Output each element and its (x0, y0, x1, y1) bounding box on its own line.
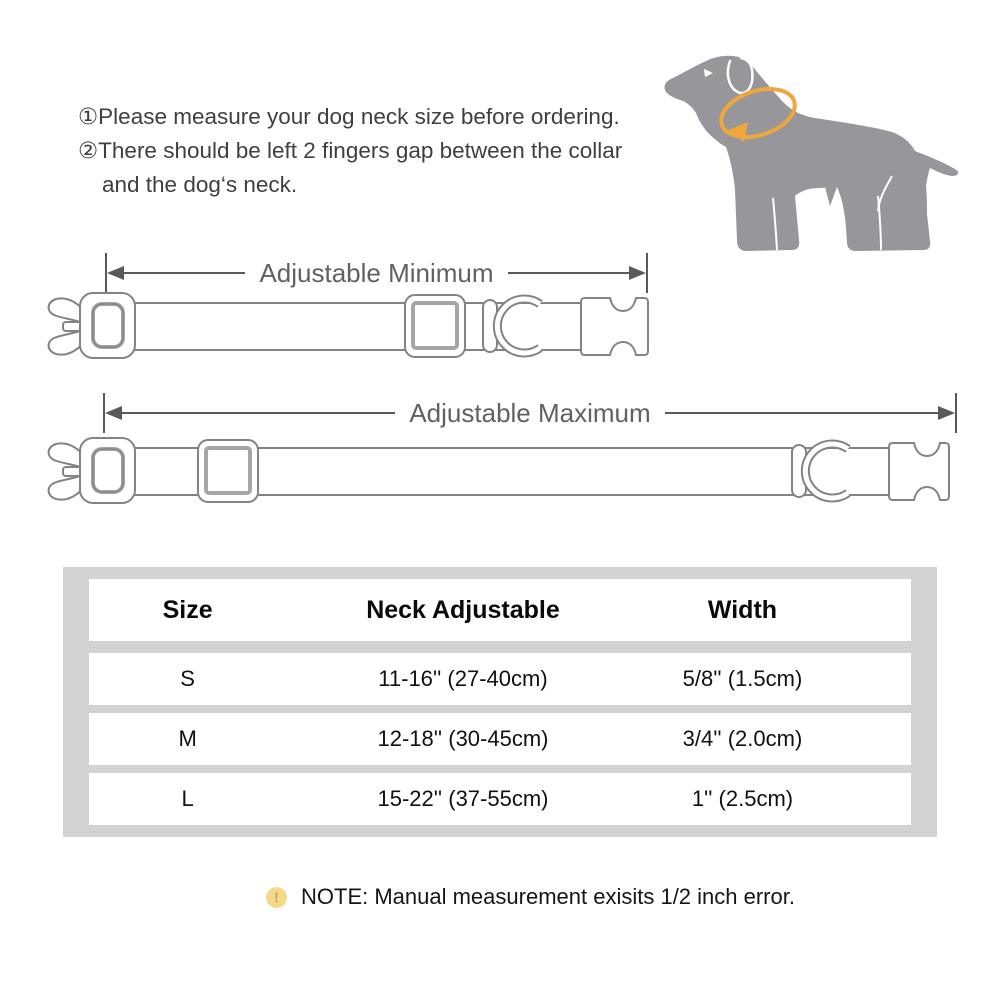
dog-belly-tuft (825, 187, 837, 206)
arrowhead-left-icon (105, 406, 122, 420)
cell-neck: 11-16'' (27-40cm) (378, 666, 548, 691)
cell-width: 1'' (2.5cm) (691, 786, 794, 811)
cell-size: M (178, 726, 197, 751)
header-neck-adjustable: Neck Adjustable (366, 595, 560, 624)
dimension-tick-right (955, 393, 957, 433)
cell-neck: 15-22'' (37-55cm) (377, 786, 549, 811)
measuring-instructions (78, 100, 718, 201)
note-text: NOTE: Manual measurement exisits 1/2 inch error. (301, 884, 795, 909)
triglide-slider-inner (413, 303, 457, 348)
dimension-line (665, 412, 938, 414)
cell-size: S (180, 666, 195, 691)
size-chart-table (63, 567, 937, 837)
buckle-ring-inner (93, 449, 123, 492)
arrowhead-left-icon (107, 266, 124, 280)
dog-neck-measuring-illustration (640, 28, 990, 268)
measurement-note (266, 884, 795, 910)
instruction-2-marker: ② (78, 137, 99, 163)
header-width: Width (707, 595, 778, 624)
buckle-ring-inner (93, 304, 123, 347)
instruction-2-text: There should be left 2 fingers gap between the collar and the dog‘s neck. (98, 137, 623, 197)
table-row-l (89, 773, 911, 825)
arrowhead-right-icon (629, 266, 646, 280)
dog-silhouette-icon (640, 28, 990, 268)
instruction-1 (78, 100, 718, 134)
dimension-line (124, 272, 245, 274)
header-size: Size (162, 595, 213, 624)
table-row-m (89, 713, 911, 765)
instruction-1-marker: ① (78, 104, 99, 129)
instruction-2 (78, 134, 626, 202)
adjustable-maximum-dimension (103, 393, 957, 433)
cell-width: 3/4'' (2.0cm) (682, 726, 803, 751)
triglide-slider-inner (206, 448, 250, 493)
instruction-1-text: Please measure your dog neck size before ordering. (98, 104, 620, 129)
collar-diagram-minimum (35, 283, 655, 378)
exclamation-circle-icon: ! (266, 887, 287, 908)
adjustable-maximum-label: Adjustable Maximum (409, 397, 651, 428)
cell-size: L (181, 786, 194, 811)
collar-strap (130, 303, 590, 350)
table-row-s (89, 653, 911, 705)
cell-width: 5/8'' (1.5cm) (682, 666, 803, 691)
collar-diagram-maximum (35, 428, 960, 523)
dimension-line (508, 272, 629, 274)
dimension-line (122, 412, 395, 414)
female-buckle (889, 443, 949, 500)
arrowhead-right-icon (938, 406, 955, 420)
adjustable-minimum-label: Adjustable Minimum (259, 257, 494, 288)
table-header-row (89, 579, 911, 641)
female-buckle (581, 298, 648, 355)
cell-neck: 12-18'' (30-45cm) (377, 726, 549, 751)
